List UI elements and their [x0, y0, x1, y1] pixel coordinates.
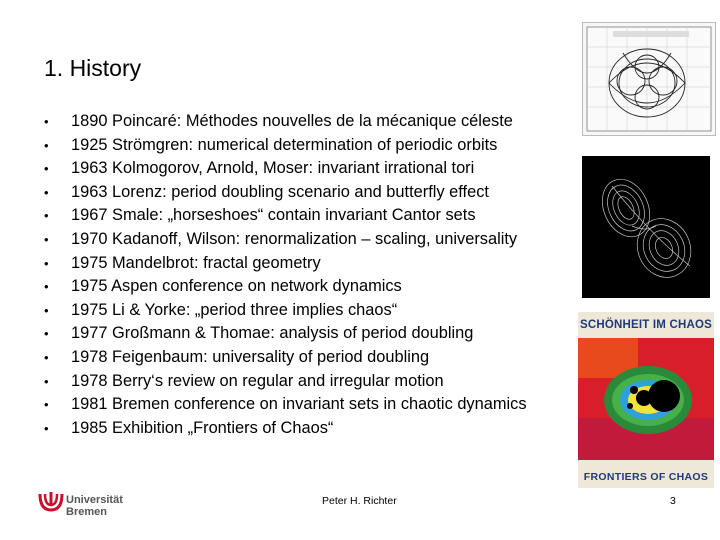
bullet-icon: • — [44, 302, 49, 318]
list-item — [44, 157, 527, 181]
bullet-list — [44, 110, 527, 440]
bullet-icon: • — [44, 349, 49, 365]
list-item-text: 1970 Kadanoff, Wilson: renormalization – scaling, universality — [71, 229, 518, 248]
bullet-icon: • — [44, 137, 49, 153]
bullet-icon: • — [44, 326, 49, 342]
list-item-text: 1985 Exhibition „Frontiers of Chaos“ — [71, 418, 334, 437]
bullet-icon: • — [44, 279, 49, 295]
university-logo — [38, 490, 123, 518]
bullet-icon: • — [44, 420, 49, 436]
list-item — [44, 204, 527, 228]
university-logo-text: Universität Bremen — [66, 494, 123, 518]
list-item-text: 1925 Strömgren: numerical determination of periodic orbits — [71, 135, 498, 154]
list-item-text: 1981 Bremen conference on invariant sets in chaotic dynamics — [71, 395, 527, 414]
list-item — [44, 393, 527, 417]
bullet-icon: • — [44, 255, 49, 271]
list-item-text: 1978 Berry‘s review on regular and irregular motion — [71, 371, 444, 390]
slide-title: 1. History — [44, 55, 142, 81]
list-item-text: 1967 Smale: „horseshoes“ contain invariant Cantor sets — [71, 206, 476, 225]
poster-title-bottom: FRONTIERS OF CHAOS — [578, 460, 714, 488]
list-item — [44, 181, 527, 205]
bullet-icon: • — [44, 373, 49, 389]
university-crest-icon — [38, 490, 64, 512]
orbit-diagram-image — [582, 22, 716, 136]
bullet-icon: • — [44, 161, 49, 177]
bullet-icon: • — [44, 184, 49, 200]
bullet-icon: • — [44, 231, 49, 247]
list-item — [44, 370, 527, 394]
list-item — [44, 346, 527, 370]
poster-image — [578, 312, 714, 488]
list-item — [44, 228, 527, 252]
list-item-text: 1975 Aspen conference on network dynamics — [71, 277, 402, 296]
list-item-text: 1975 Li & Yorke: „period three implies chaos“ — [71, 300, 398, 319]
list-item — [44, 275, 527, 299]
list-item-text: 1963 Lorenz: period doubling scenario and butterfly effect — [71, 182, 489, 201]
list-item — [44, 322, 527, 346]
list-item-text: 1978 Feigenbaum: universality of period doubling — [71, 347, 430, 366]
list-item — [44, 134, 527, 158]
lorenz-attractor-image — [582, 156, 710, 298]
bullet-icon: • — [44, 397, 49, 413]
list-item — [44, 417, 527, 441]
footer-author: Peter H. Richter — [322, 495, 397, 507]
page-number: 3 — [670, 495, 676, 507]
list-item-text: 1975 Mandelbrot: fractal geometry — [71, 253, 321, 272]
bullet-icon: • — [44, 114, 49, 129]
list-item-text: 1977 Großmann & Thomae: analysis of period doubling — [71, 324, 474, 343]
list-item-text: 1890 Poincaré: Méthodes nouvelles de la mécanique céleste — [71, 112, 513, 130]
list-item — [44, 110, 527, 134]
list-item — [44, 252, 527, 276]
list-item-text: 1963 Kolmogorov, Arnold, Moser: invariant irrational tori — [71, 159, 475, 178]
list-item — [44, 299, 527, 323]
bullet-icon: • — [44, 208, 49, 224]
poster-title-top: SCHÖNHEIT IM CHAOS — [578, 312, 714, 338]
